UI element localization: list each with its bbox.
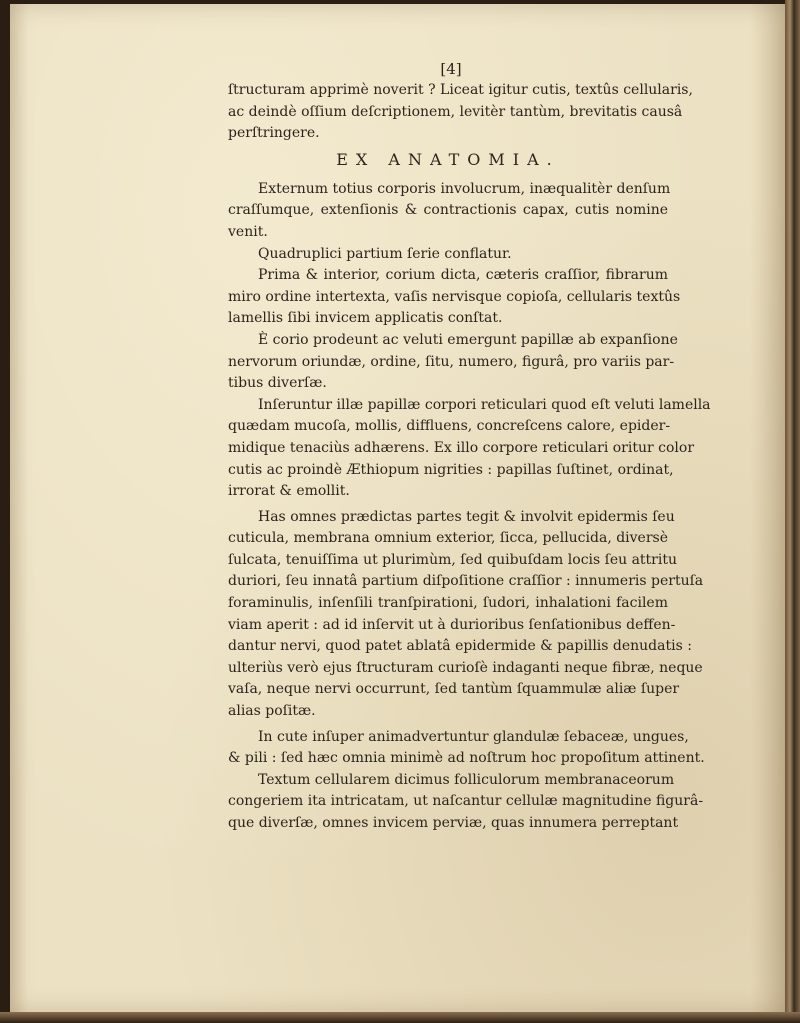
text-line: viam aperit : ad id inſervit ut à durioribus ſenſationibus deffen- [228, 616, 676, 633]
text-line: duriori, ſeu innatâ partium diſpoſitione craſſior : innumeris pertuſa [228, 573, 704, 590]
text-line: alias poſitæ. [228, 703, 316, 720]
text-line: tibus diverſæ. [228, 375, 327, 392]
text-line: perſtringere. [228, 125, 320, 142]
text-line: nervorum oriundæ, ordine, ſitu, numero, figurâ, pro variis par- [228, 353, 675, 370]
text-line: Textum cellularem dicimus folliculorum membranaceorum [258, 771, 675, 788]
text-line: Quadruplici partium ſerie conflatur. [258, 245, 512, 262]
section-heading: EX ANATOMIA. [336, 149, 560, 169]
text-line: venit. [228, 223, 268, 240]
text-line: In cute inſuper animadvertuntur glandulæ ſebaceæ, ungues, [258, 728, 689, 745]
page-edge-bottom [0, 1012, 800, 1023]
text-line: ſtructuram apprimè noverit ? Liceat igitur cutis, textûs cellularis, [228, 82, 693, 98]
text-line: foraminulis, inſenſili tranſpirationi, ſudori, inhalationi facilem [228, 595, 668, 612]
text-line: vaſa, neque nervi occurrunt, ſed tantùm ſquammulæ aliæ ſuper [228, 681, 680, 698]
text-line: Has omnes prædictas partes tegit & involvit epidermis ſeu [258, 508, 675, 525]
text-line: miro ordine intertexta, vaſis nervisque copioſa, cellularis textûs [228, 288, 681, 305]
intro-paragraph [228, 80, 693, 145]
page-edge-right [785, 0, 800, 1023]
text-line: È corio prodeunt ac veluti emergunt papillæ ab expanſione [258, 331, 678, 348]
text-line: & pili : ſed hæc omnia minimè ad noſtrum hoc propoſitum attinent. [228, 750, 705, 767]
text-line: Externum totius corporis involucrum, inæqualitèr denſum [258, 180, 671, 197]
paragraph-papillae [228, 330, 678, 395]
paragraph-cutis-definition [228, 179, 671, 244]
text-line: lamellis ſibi invicem applicatis conſtat. [228, 310, 503, 327]
paragraph-textum-cellulare [228, 770, 704, 835]
text-line: craſſumque, extenſionis & contractionis capax, cutis nomine [228, 202, 668, 219]
text-line: cuticula, membrana omnium exterior, ſicca, pellucida, diversè [228, 530, 669, 547]
text-line: dantur nervi, quod patet ablatâ epidermide & papillis denudatis : [228, 638, 692, 655]
paragraph-corium [228, 265, 681, 330]
text-line: Inſeruntur illæ papillæ corpori reticulari quod eſt veluti lamella [258, 396, 711, 413]
text-line: Prima & interior, corium dicta, cæteris craſſior, fibrarum [258, 267, 668, 284]
text-line: que diverſæ, omnes invicem perviæ, quas innumera perreptant [228, 815, 679, 831]
text-line: ulteriùs verò ejus ſtructuram curioſè indaganti neque fibræ, neque [228, 659, 703, 676]
page-text-block [228, 60, 711, 835]
text-line: midique tenaciùs adhærens. Ex illo corpore reticulari oritur color [228, 439, 695, 456]
page-number: [4] [440, 60, 462, 78]
paragraph-quadruplici [228, 244, 668, 266]
paragraph-glandulae [228, 727, 705, 770]
book-page [10, 4, 785, 1012]
text-line: ac deindè oſſium deſcriptionem, levitèr tantùm, brevitatis causâ [228, 103, 683, 120]
text-line: ſulcata, tenuiſſima ut plurimùm, ſed quibuſdam locis ſeu attritu [228, 551, 677, 568]
paragraph-corpus-reticulare [228, 395, 711, 503]
text-line: congeriem ita intricatam, ut naſcantur cellulæ magnitudine figurâ- [228, 793, 704, 810]
paragraph-epidermis [228, 507, 704, 723]
text-line: cutis ac proindè Æthiopum nigrities : papillas ſuſtinet, ordinat, [228, 461, 674, 478]
text-line: irrorat & emollit. [228, 483, 350, 500]
text-line: quædam mucoſa, mollis, diffluens, concreſcens calore, epider- [228, 418, 671, 435]
